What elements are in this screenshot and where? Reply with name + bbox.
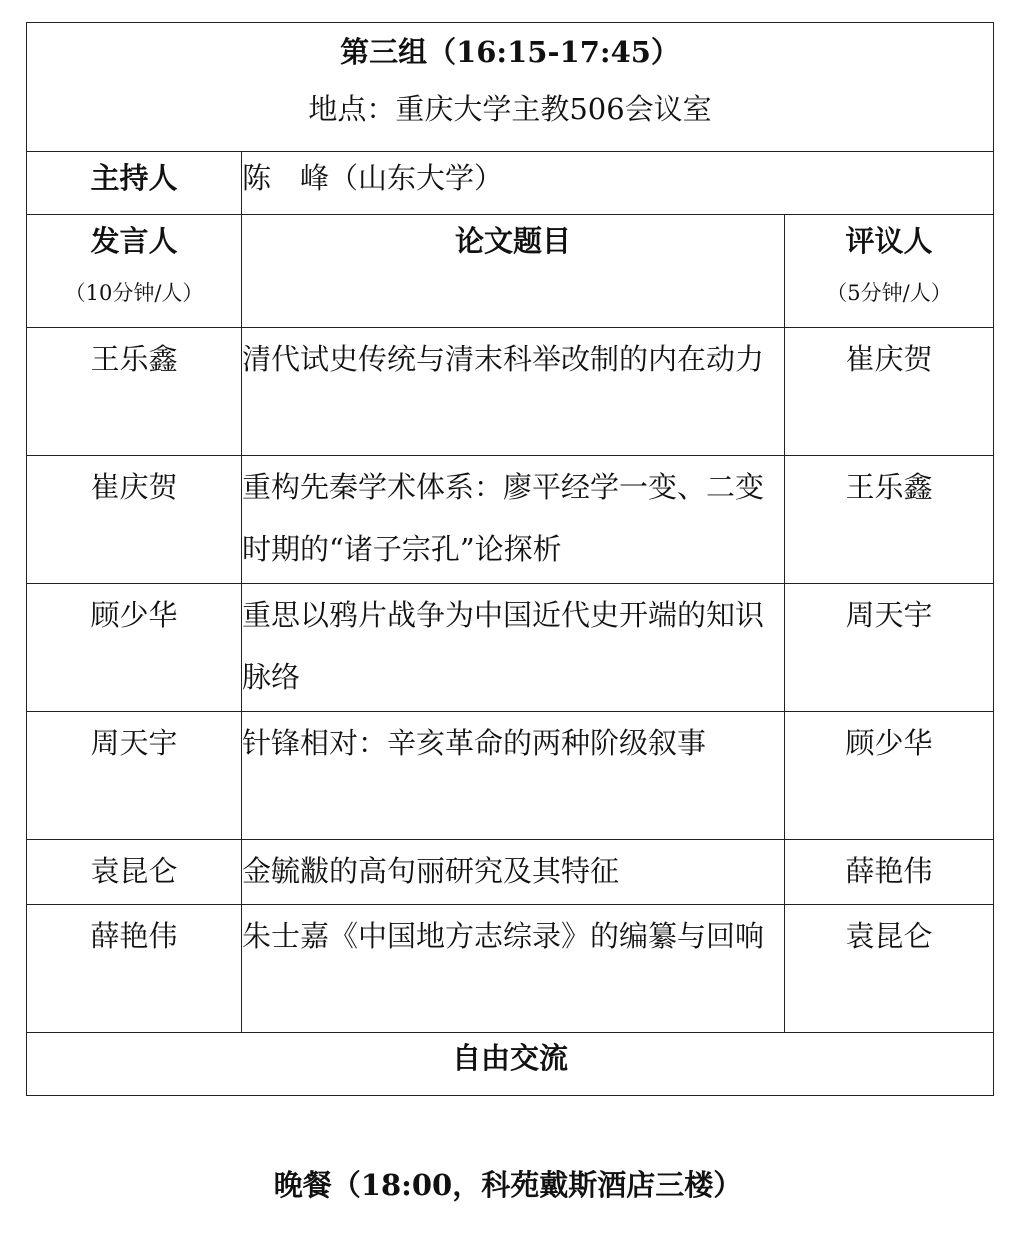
table-row [27,712,994,840]
paper-title: 针锋相对：辛亥革命的两种阶级叙事 [242,712,785,840]
table-row [27,905,994,1033]
paper-title: 清代试史传统与清末科举改制的内在动力 [242,328,785,456]
commentator-name: 袁昆仑 [785,905,994,1033]
speaker-name: 顾少华 [27,584,242,712]
commentator-column-header [785,215,994,328]
table-row [27,840,994,905]
speaker-name: 王乐鑫 [27,328,242,456]
commentator-name: 周天宇 [785,584,994,712]
speaker-header-label: 发言人 [90,224,178,258]
schedule-table [26,22,994,1096]
paper-title: 重构先秦学术体系：廖平经学一变、二变时期的“诸子宗孔”论探析 [242,456,785,584]
speaker-name: 崔庆贺 [27,456,242,584]
paper-title: 金毓黻的高句丽研究及其特征 [242,840,785,905]
table-row [27,584,994,712]
speaker-column-header [27,215,242,328]
host-row [27,152,994,215]
session-header [27,23,994,152]
dinner-notice: 晚餐（18:00，科苑戴斯酒店三楼） [273,1168,743,1202]
commentator-header-label: 评议人 [845,224,933,258]
session-location: 地点：重庆大学主教506会议室 [308,92,712,126]
commentator-name: 王乐鑫 [785,456,994,584]
commentator-time-note: （5分钟/人） [826,281,952,305]
session-title: 第三组（16:15-17:45） [340,35,680,69]
free-discussion-row [27,1033,994,1096]
speaker-time-note: （10分钟/人） [64,281,204,305]
free-discussion: 自由交流 [27,1033,994,1096]
table-row [27,456,994,584]
commentator-name: 薛艳伟 [785,840,994,905]
session-header-row [27,23,994,152]
paper-header-label: 论文题目 [454,224,571,258]
speaker-name: 袁昆仑 [27,840,242,905]
speaker-name: 薛艳伟 [27,905,242,1033]
host-label: 主持人 [27,152,242,215]
commentator-name: 崔庆贺 [785,328,994,456]
host-value: 陈 峰（山东大学） [242,152,994,215]
speaker-name: 周天宇 [27,712,242,840]
paper-title: 重思以鸦片战争为中国近代史开端的知识脉络 [242,584,785,712]
paper-column-header [242,215,785,328]
column-header-row [27,215,994,328]
commentator-name: 顾少华 [785,712,994,840]
table-row [27,328,994,456]
paper-title: 朱士嘉《中国地方志综录》的编纂与回响 [242,905,785,1033]
